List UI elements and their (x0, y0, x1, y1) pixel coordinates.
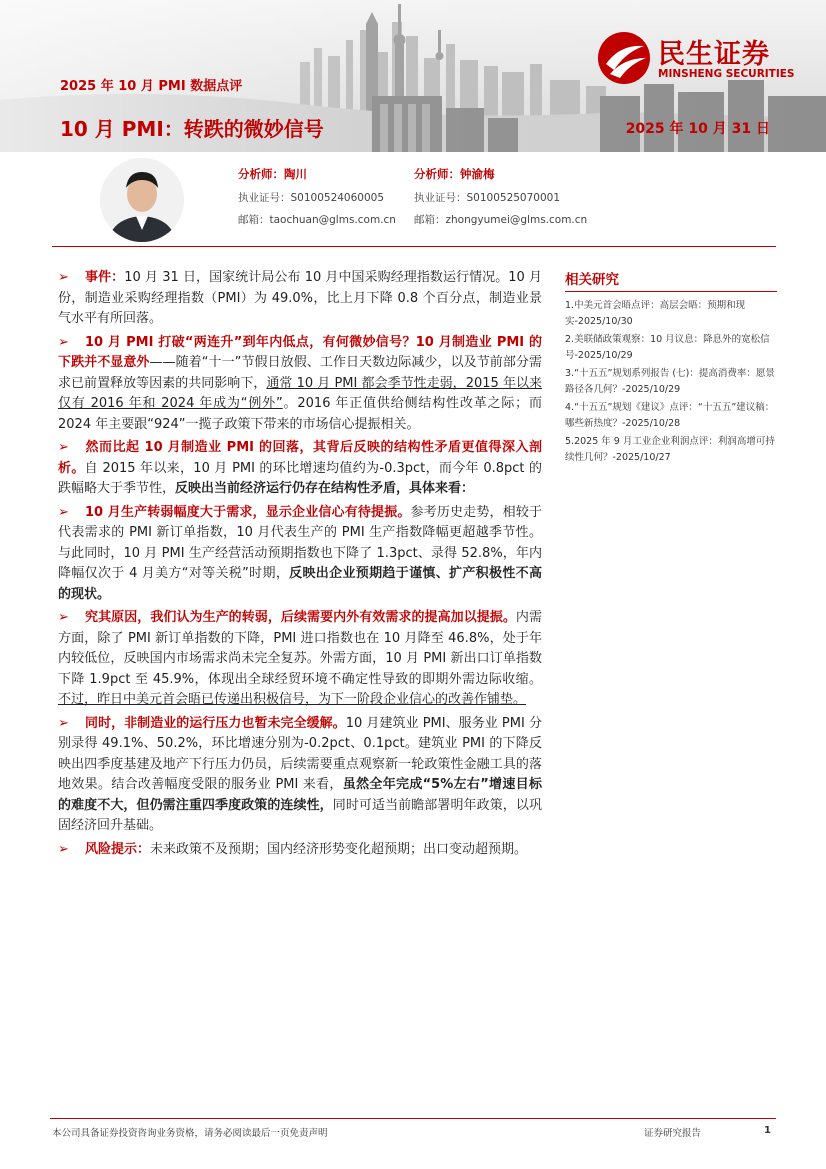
bullet-arrow-icon: ➢ (58, 440, 69, 455)
header-divider (52, 246, 776, 247)
paragraph-event (58, 268, 542, 330)
paragraph-production (58, 503, 542, 606)
analyst-email[interactable]: 邮箱：zhongyumei@glms.com.cn (414, 214, 588, 226)
paragraph-lead: 然而比起 10 月制造业 PMI 的回落，其背后反映的结构性矛盾更值得深入剖析。 (58, 440, 542, 476)
paragraph-underlined-text: 不过，昨日中美元首会晤已传递出积极信号，为下一阶段企业信心的改善作铺垫。 (58, 692, 527, 707)
footer-report-type: 证券研究报告 (644, 1128, 702, 1139)
paragraph-text: 同时可适当前瞻部署明年政策，以巩固经济回升基础。 (58, 797, 542, 833)
analyst-license: 执业证号：S0100524060005 (238, 192, 385, 204)
header-banner (0, 0, 826, 152)
analyst-name: 分析师：钟渝梅 (414, 167, 495, 181)
analyst-card-2 (414, 166, 587, 234)
logo-chinese-name: 民生证券 (658, 39, 770, 70)
related-research-link[interactable]: 1.中美元首会晤点评：高层会晤：预期和现实-2025/10/30 (565, 300, 746, 327)
related-research-link[interactable]: 5.2025 年 9 月工业企业利润点评：利润高增可持续性几何？-2025/10/27 (565, 436, 775, 463)
bullet-arrow-icon: ➢ (58, 334, 69, 350)
logo-english-name: MINSHENG SECURITIES (658, 68, 795, 80)
paragraph-underlined-text: 通常 10 月 PMI 都会季节性走弱，2015 年以来仅有 2016 年和 2024 年成为“例外” (58, 375, 542, 411)
paragraph-risk (58, 840, 542, 861)
footer-divider (50, 1118, 776, 1119)
paragraph-lead: 究其原因，我们认为生产的转弱，后续需要内外有效需求的提高加以提振。 (85, 610, 516, 625)
page-number: 1 (764, 1125, 771, 1136)
related-research-link[interactable]: 4.“十五五”规划《建议》点评：“十五五”建议稿：哪些新热度？-2025/10/28 (565, 402, 775, 429)
bullet-arrow-icon: ➢ (58, 715, 69, 731)
paragraph-bold-text: 反映出当前经济运行仍存在结构性矛盾，具体来看： (175, 481, 475, 496)
brand-logo (596, 30, 806, 86)
paragraph-text: 参考历史走势，相较于代表需求的 PMI 新订单指数，10 月代表生产的 PMI 生产指数降幅更超越季节性。与此同时，10 月 PMI 生产经营活动预期指数也下降了 1.3pct、录得 52.8%，年内降幅仅次于 4 月美方“对等关税”时期， (58, 504, 542, 581)
analyst-license: 执业证号：S0100525070001 (414, 192, 561, 204)
related-research-panel (565, 268, 777, 468)
paragraph-bold-text: 虽然全年完成“5%左右”增速目标的难度不大，但仍需注重四季度政策的连续性， (58, 777, 542, 813)
report-summary (58, 268, 542, 863)
paragraph-text: 内需方面，除了 PMI 新订单指数的下降，PMI 进口指数也在 10 月降至 46.8%，处于年内较低位，反映国内市场需求尚未完全复苏。外需方面，10 月 PMI 新出口订单指数下降 1.9pct 至 45.9%，体现出全球经贸环境不确定性导致的即期外需边际收缩。 (58, 610, 542, 687)
bullet-arrow-icon: ➢ (58, 841, 69, 857)
related-research-link[interactable]: 3.“十五五”规划系列报告 (七)：提高消费率：愿景路径各几何？-2025/10/29 (565, 368, 775, 395)
paragraph-text: 自 2015 年以来，10 月 PMI 的环比增速均值约为-0.3pct，而今年 0.8pct 的跌幅略大于季节性， (58, 460, 542, 496)
report-title: 10 月 PMI：转跌的微妙信号 (60, 117, 324, 141)
paragraph-structure (58, 438, 542, 500)
related-research-title: 相关研究 (565, 268, 777, 292)
paragraph-lead: 10 月 PMI 打破“两连升”到年内低点，有何微妙信号？ (85, 334, 416, 350)
paragraph-text: 未来政策不及预期；国内经济形势变化超预期；出口变动超预期。 (150, 841, 528, 857)
paragraph-demand (58, 608, 542, 711)
analyst-name: 分析师：陶川 (238, 167, 307, 181)
related-research-link[interactable]: 2.美联储政策观察：10 月议息：降息外的宽松信号-2025/10/29 (565, 334, 770, 361)
bullet-arrow-icon: ➢ (58, 504, 69, 520)
paragraph-lead: 同时，非制造业的运行压力也暂未完全缓解。 (85, 715, 346, 731)
paragraph-signal (58, 333, 542, 436)
paragraph-text: 10 月 31 日，国家统计局公布 10 月中国采购经理指数运行情况。10 月份，制造业采购经理指数（PMI）为 49.0%，比上月下降 0.8 个百分点，制造业景气水平有所回落。 (58, 270, 542, 326)
paragraph-bold-text: 反映出企业预期趋于谨慎、扩产积极性不高的现状。 (58, 566, 542, 602)
paragraph-text: 10 月建筑业 PMI、服务业 PMI 分别录得 49.1%、50.2%，环比增速分别为-0.2pct、0.1pct。建筑业 PMI 的下降反映出四季度基建及地产下行压力仍员，后续需要重点观察新一轮政策性金融工具的落地效果。结合改善幅度受限的服务业 PMI 来看， (58, 715, 542, 792)
paragraph-text: 。2016 年正值供给侧结构性改革之际；而 2024 年主要跟“924”一揽子政策下带来的市场信心提振相关。 (58, 396, 542, 432)
paragraph-lead-bold: 10 月制造业 PMI 的下跌并不显意外 (58, 334, 542, 370)
footer-disclaimer: 本公司具备证券投资咨询业务资格，请务必阅读最后一页免责声明 (52, 1128, 328, 1139)
report-date: 2025 年 10 月 31 日 (625, 121, 770, 137)
paragraph-non-manufacturing (58, 714, 542, 837)
bullet-arrow-icon: ➢ (58, 270, 69, 285)
person-portrait-icon (100, 158, 184, 242)
analyst-card-1 (238, 166, 396, 234)
bullet-arrow-icon: ➢ (58, 610, 69, 625)
paragraph-lead: 事件： (85, 270, 125, 285)
logo-emblem-icon (596, 30, 652, 86)
paragraph-lead: 风险提示： (85, 841, 151, 857)
analyst-photo (100, 158, 184, 242)
analyst-email[interactable]: 邮箱：taochuan@glms.com.cn (238, 214, 396, 226)
paragraph-lead: 10 月生产转弱幅度大于需求，显示企业信心有待提振。 (85, 504, 411, 520)
paragraph-text: ——随着“十一”节假日放假、工作日天数边际减少，以及节前部分需求已前置释放等因素的共同影响下， (58, 355, 542, 391)
report-series-label: 2025 年 10 月 PMI 数据点评 (60, 79, 243, 94)
